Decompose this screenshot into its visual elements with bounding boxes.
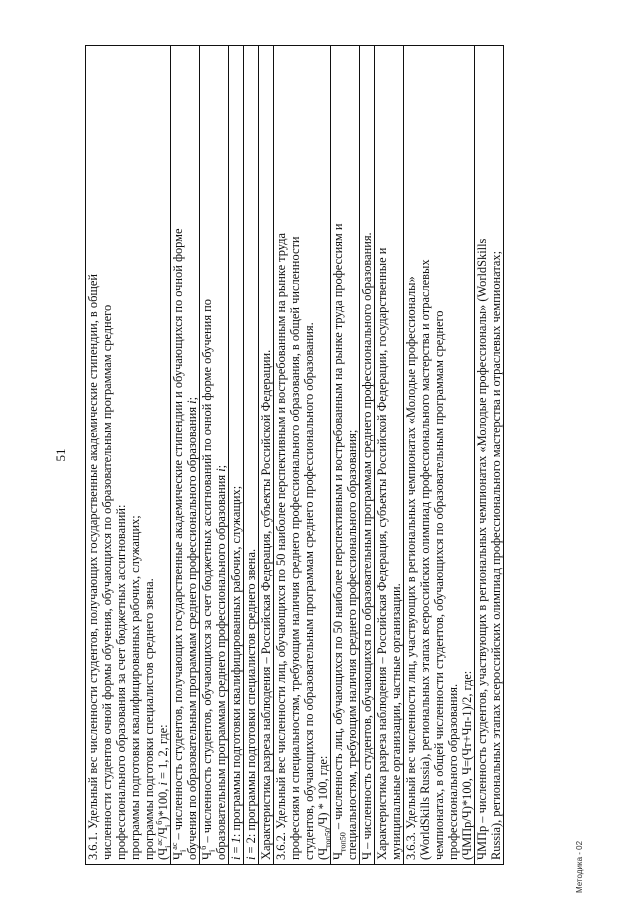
text-line: $Ч_i^б$ – численность студентов, обучающихся за счет бюджетных ассигнований по очной форме обучения по (198, 299, 217, 860)
text-line: Характеристика разреза наблюдения – Российская Федерация, субъекты Российской Федерации, государственные и (375, 247, 389, 860)
text-line: 3.6.1. Удельный вес численности студентов, получающих государственные академические стипендии, в общей (86, 273, 100, 860)
text-line: 3.6.2. Удельный вес численности лиц, обучающихся по 50 наиболее перспективным и востребованным на рынке труда (274, 233, 288, 860)
table-cell (244, 46, 259, 865)
footer-label: Методика - 02 (575, 840, 584, 893)
table-row (274, 46, 331, 865)
table-cell (259, 46, 274, 865)
table-cell (360, 46, 375, 865)
text-line: $Ч_{топ50}$ – численность лиц, обучающихся по 50 наиболее перспективным и востребованным на рынке труда профессиям и (331, 223, 348, 860)
text-line: (ЧМПр/Ч)*100, Ч=(Чт+Чп-1)/2, где: (460, 670, 474, 860)
table-row (375, 46, 404, 865)
table-cell (171, 46, 200, 865)
text-line: $(Ч_i^{ас}/Ч_i^б)*100$, i = 1, 2, где: (154, 724, 173, 860)
text-line: i = 1: программы подготовки квалифицированных рабочих, служащих; (229, 485, 243, 860)
table-row (229, 46, 244, 865)
table-row (475, 46, 504, 865)
text-line: (WorldSkills Russia), региональных этапах всероссийских олимпиад профессионального мастерства и отраслевых (418, 259, 432, 860)
table-row (244, 46, 259, 865)
table-row (171, 46, 200, 865)
text-line: Ч – численность студентов, обучающихся по образовательным программам среднего профессионального образования. (360, 232, 374, 860)
table-row (404, 46, 475, 865)
text-line: программы подготовки специалистов среднего звена. (142, 578, 156, 860)
text-line: чемпионатах, в общей численности студентов, обучающихся по образовательным программам среднего (432, 310, 446, 860)
rotated-page (35, 45, 605, 893)
text-line: программы подготовки квалифицированных рабочих, служащих; (128, 515, 142, 860)
indicator-table (85, 45, 504, 865)
table-row (86, 46, 171, 865)
text-line: 3.6.3. Удельный вес численности лиц, участвующих в региональных чемпионатах «Молодые профессионалы» (404, 276, 418, 860)
table-cell (331, 46, 360, 865)
table-cell (200, 46, 229, 865)
text-line: численности студентов очной формы обучения, обучающихся по образовательным программам среднего (100, 304, 114, 860)
text-line: ЧМПр – численность студентов, участвующих в региональных чемпионатах «Молодые профессионалы» (WorldSkills (475, 238, 489, 860)
table-cell (274, 46, 331, 865)
table-cell (375, 46, 404, 865)
table-cell (404, 46, 475, 865)
table-cell (229, 46, 244, 865)
text-line: образовательным программам среднего профессионального образования i; (214, 464, 228, 860)
page-number: 51 (53, 448, 68, 462)
text-line: профессионального образования. (446, 683, 460, 860)
table-row (360, 46, 375, 865)
text-line: Характеристика разреза наблюдения – Российская Федерация, субъекты Российской Федерации. (259, 349, 273, 860)
text-line: $(Ч_{топ50}/Ч) * 100$, где: (316, 755, 333, 860)
text-line: профессионального образования за счет бюджетных ассигнований: (114, 504, 128, 860)
text-line: специальностям, требующим наличия среднего профессионального образования; (345, 429, 359, 860)
text-line: $Ч_i^{ас}$ – численность студентов, получающих государственные академические стипендии и обучающихся по очной форме (169, 228, 188, 860)
text-line: профессиям и специальностям, требующим наличия среднего профессионального образования, в общей численности (288, 236, 302, 860)
text-line: обучения по образовательным программам среднего профессионального образования i; (185, 396, 199, 860)
table-cell (86, 46, 171, 865)
table-row (259, 46, 274, 865)
indicator-table-body (86, 46, 504, 865)
table-cell (475, 46, 504, 865)
text-line: i = 2: программы подготовки специалистов среднего звена. (244, 548, 258, 860)
text-line: студентов, обучающихся по образовательным программам среднего профессионального образования. (302, 322, 316, 860)
table-row (200, 46, 229, 865)
text-line: Russia), региональных этапах всероссийских олимпиад профессионального мастерства и отраслевых чемпионатах; (489, 250, 503, 860)
table-row (331, 46, 360, 865)
text-line: муниципальные организации, частные организации. (389, 583, 403, 860)
